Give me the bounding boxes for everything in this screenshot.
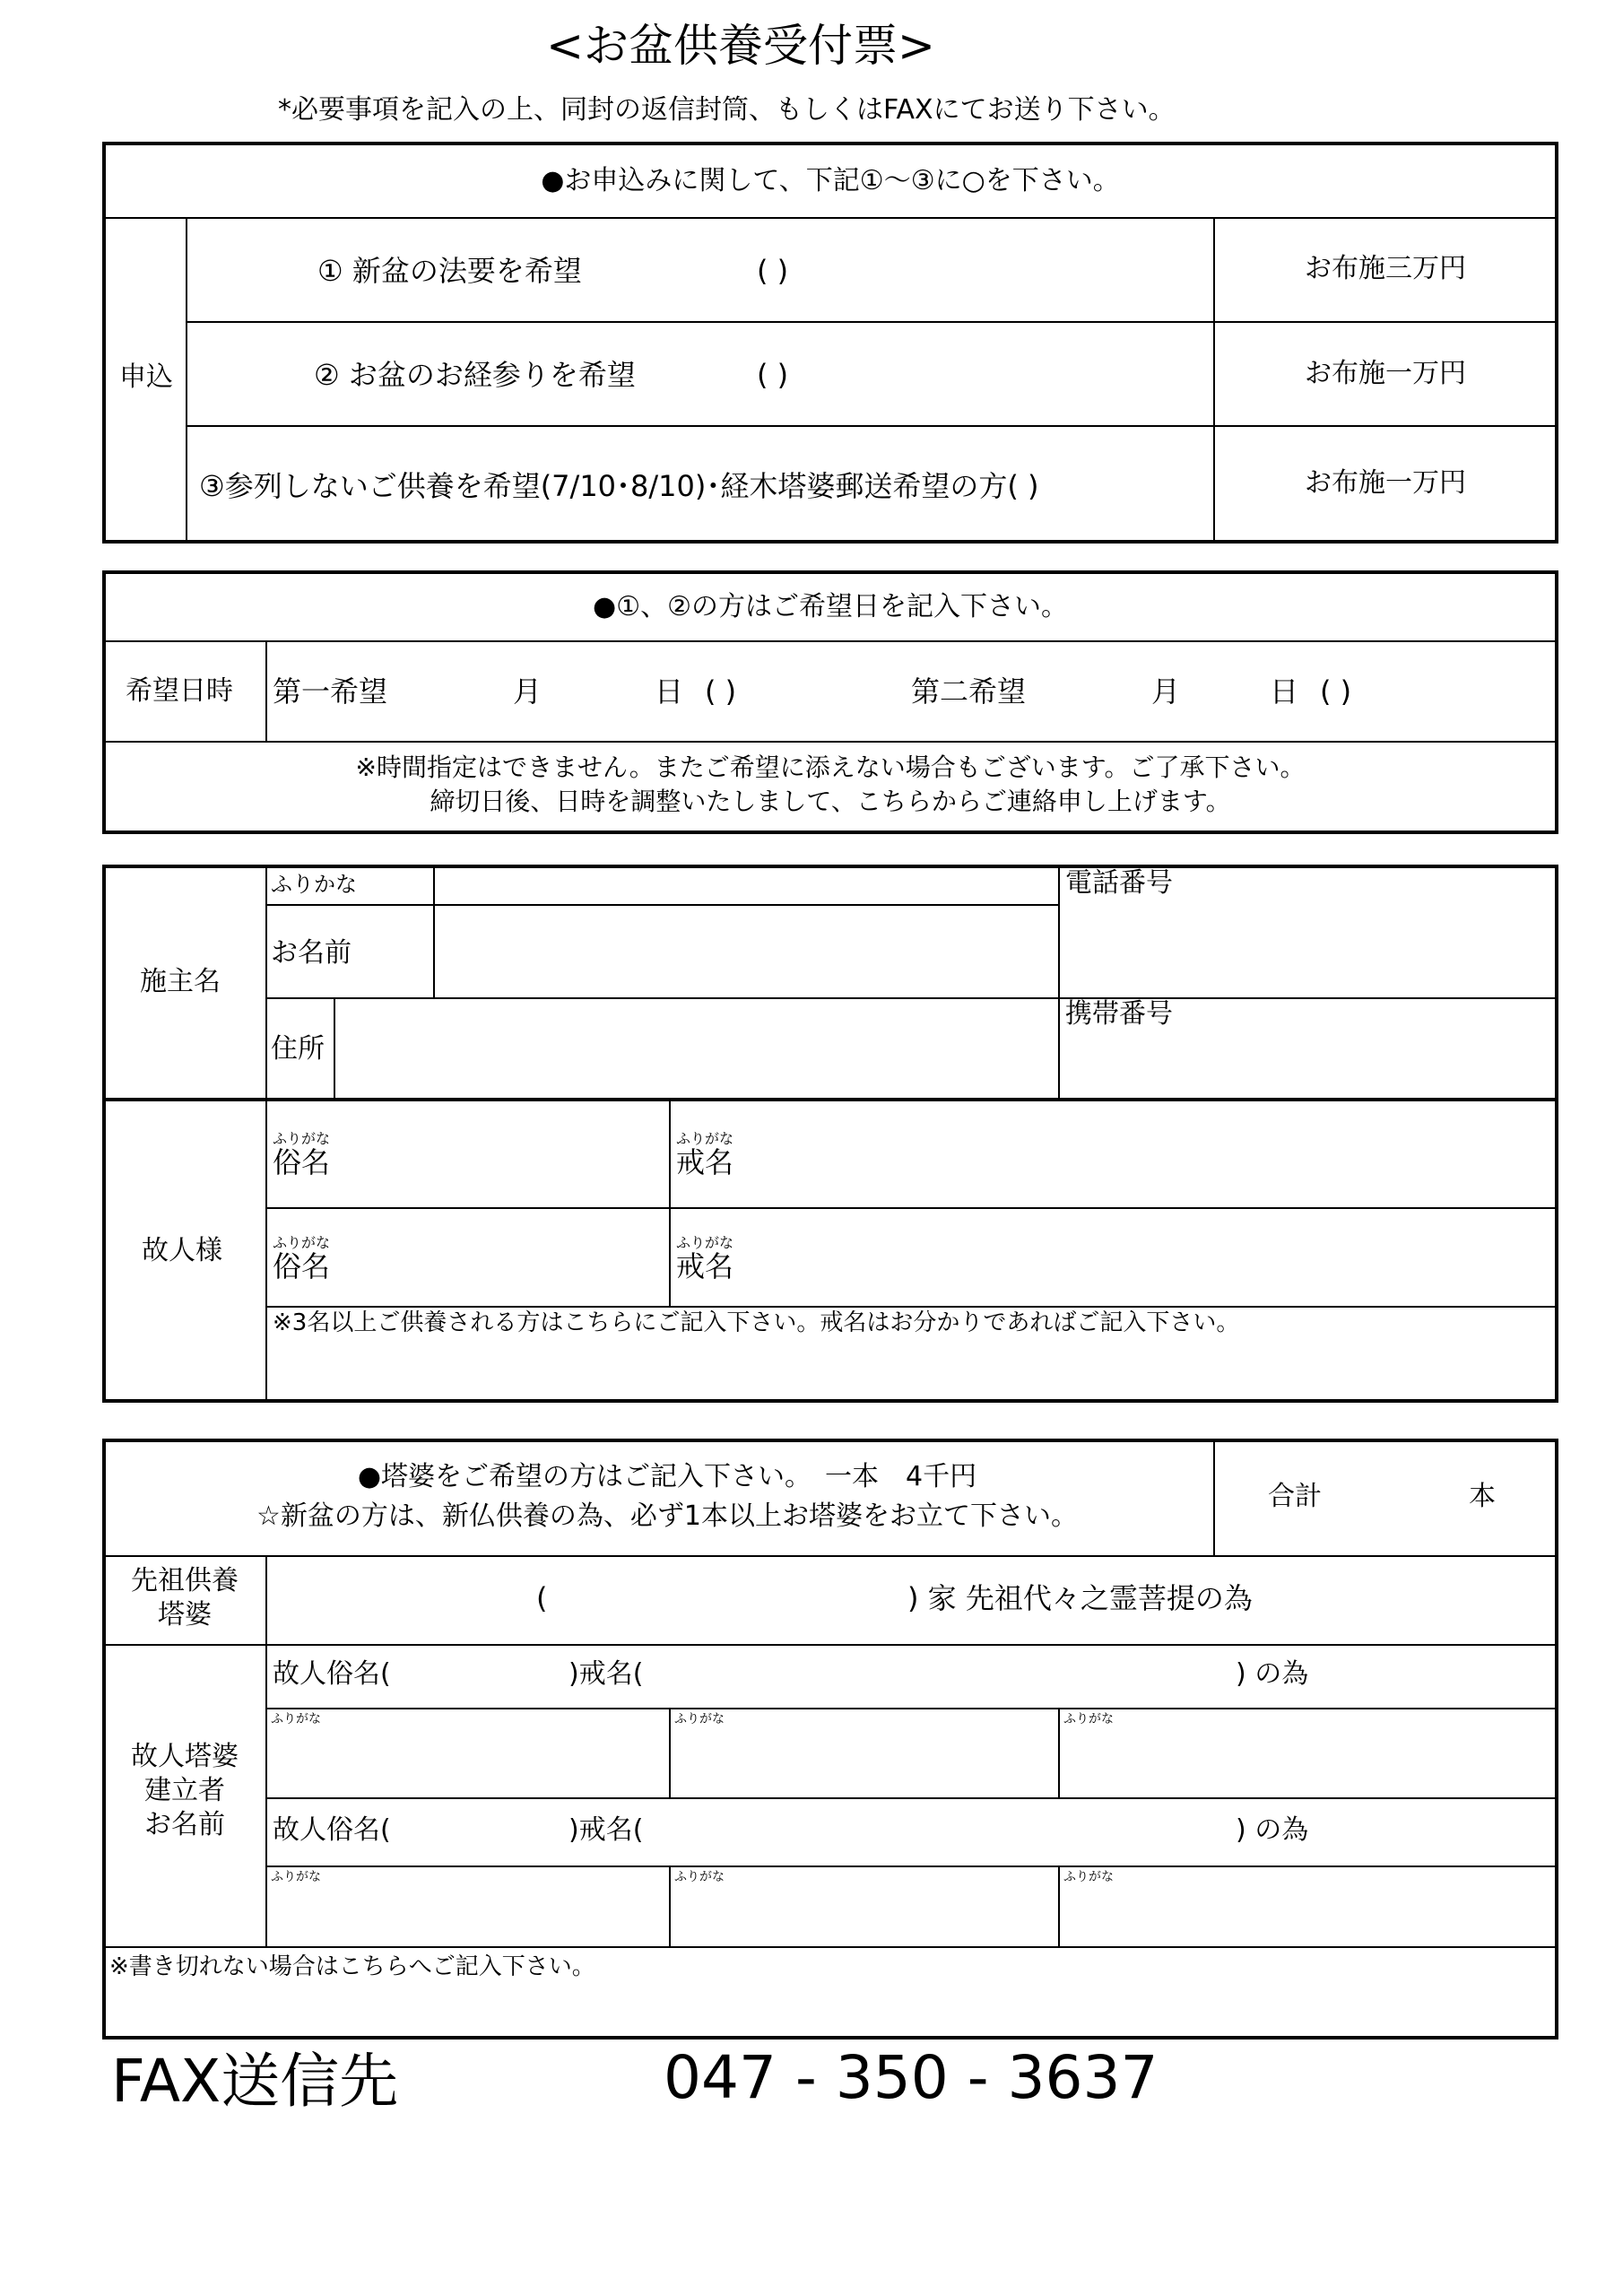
deceased-2-furigana-label: ふりがな: [273, 1234, 331, 1251]
stupa-total-label: 合計: [1268, 1481, 1322, 1512]
schedule-heading: ●①、②の方はご希望日を記入下さい。: [593, 591, 1068, 622]
divider: [265, 1556, 267, 1644]
deceased-1-secular-label: 俗名: [273, 1145, 331, 1179]
builder-1-name-field-3[interactable]: [1062, 1731, 1555, 1796]
stupa-2-precept-label: )戒名(: [568, 1814, 644, 1846]
divider: [669, 1709, 671, 1797]
deceased-1-secular-field[interactable]: [332, 1103, 665, 1205]
stupa-heading-1: ●塔婆をご希望の方はご記入下さい。 一本 4千円: [357, 1461, 977, 1492]
deceased-1-precept-label: 戒名: [676, 1145, 734, 1179]
stupa-1-secular-label: 故人俗名(: [273, 1658, 391, 1690]
deceased-1-furigana-label-2: ふりがな: [676, 1130, 734, 1147]
schedule-note-1: ※時間指定はできません。またご希望に添えない場合もございます。ご了承下さい。: [355, 752, 1306, 782]
first-choice-month[interactable]: 月: [513, 674, 542, 709]
stupa-2-furigana-b: ふりがな: [674, 1870, 725, 1884]
deceased-2-precept-label: 戒名: [676, 1249, 734, 1283]
deceased-note: ※3名以上ご供養される方はこちらにご記入下さい。戒名はお分かりであればご記入下さい。: [273, 1309, 1240, 1336]
divider: [334, 998, 335, 1098]
divider: [266, 1866, 1557, 1867]
ancestor-open-paren: (: [536, 1581, 548, 1615]
divider: [187, 425, 1557, 427]
sponsor-phone-label: 電話番号: [1065, 867, 1173, 899]
builder-label-1: 故人塔婆: [131, 1741, 239, 1772]
builder-1-name-field[interactable]: [269, 1731, 665, 1796]
divider: [187, 321, 1557, 323]
divider: [669, 1101, 671, 1306]
ancestor-text: ) 家 先祖代々之霊菩提の為: [907, 1581, 1253, 1615]
sponsor-mobile-field[interactable]: [1062, 1033, 1555, 1096]
divider: [266, 1207, 1557, 1209]
option-2-checkbox[interactable]: ( ): [757, 358, 789, 392]
deceased-2-precept-field[interactable]: [735, 1211, 1555, 1304]
divider: [104, 1098, 1557, 1101]
builder-2-name-field-2[interactable]: [673, 1887, 1056, 1944]
stupa-2-precept-field[interactable]: [664, 1808, 1228, 1858]
option-1-label: ① 新盆の法要を希望: [317, 254, 582, 288]
sponsor-furigana-label: ふりかな: [271, 872, 357, 897]
first-choice-label: 第一希望: [273, 674, 388, 709]
builder-1-name-field-2[interactable]: [673, 1731, 1056, 1796]
fax-label: FAX送信先: [111, 2047, 399, 2116]
stupa-1-furigana-b: ふりがな: [674, 1712, 725, 1726]
sponsor-name-field[interactable]: [436, 908, 1056, 996]
sponsor-mobile-label: 携帯番号: [1065, 998, 1173, 1030]
divider: [104, 640, 1557, 642]
divider: [1213, 218, 1215, 542]
application-heading: ●お申込みに関して、下記①～③に○を下さい。: [541, 165, 1120, 196]
divider: [104, 1644, 1557, 1646]
divider: [1058, 1709, 1060, 1797]
schedule-note-2: 締切日後、日時を調整いたしまして、こちらからご連絡申し上げます。: [430, 787, 1231, 816]
deceased-2-secular-field[interactable]: [332, 1211, 665, 1304]
divider: [265, 866, 267, 1401]
divider: [266, 1708, 1557, 1709]
builder-label-3: お名前: [144, 1809, 225, 1840]
stupa-1-precept-field[interactable]: [664, 1652, 1228, 1702]
deceased-1-precept-field[interactable]: [735, 1103, 1555, 1205]
divider: [1058, 1866, 1060, 1946]
stupa-2-secular-label: 故人俗名(: [273, 1814, 391, 1846]
deceased-extra-field[interactable]: [269, 1340, 1555, 1399]
sponsor-address-field[interactable]: [336, 1001, 1056, 1096]
divider: [265, 641, 267, 741]
option-1-fee: お布施三万円: [1305, 253, 1466, 284]
schedule-row-label: 希望日時: [126, 675, 233, 707]
ancestor-label-1: 先祖供養: [131, 1565, 239, 1596]
second-choice-weekday[interactable]: ( ): [1320, 674, 1352, 709]
form-title: <お盆供養受付票>: [546, 20, 935, 72]
stupa-total-field[interactable]: [1345, 1471, 1462, 1521]
fax-number[interactable]: 047 - 350 - 3637: [664, 2043, 1159, 2112]
divider: [669, 1866, 671, 1946]
first-choice-weekday[interactable]: ( ): [705, 674, 737, 709]
divider: [266, 1306, 1557, 1308]
application-row-label: 申込: [119, 361, 173, 393]
divider: [266, 904, 1058, 906]
deceased-label: 故人様: [142, 1235, 222, 1266]
divider: [104, 217, 1557, 219]
sponsor-address-label: 住所: [271, 1033, 325, 1065]
option-2-fee: お布施一万円: [1305, 358, 1466, 389]
divider: [104, 741, 1557, 743]
form-instruction: *必要事項を記入の上、同封の返信封筒、もしくはFAXにてお送り下さい。: [278, 94, 1176, 126]
divider: [104, 1946, 1557, 1948]
second-choice-label: 第二希望: [911, 674, 1027, 709]
option-1-checkbox[interactable]: ( ): [757, 254, 789, 288]
second-choice-month[interactable]: 月: [1151, 674, 1181, 709]
divider: [265, 1645, 267, 1946]
stupa-heading-2: ☆新盆の方は、新仏供養の為、必ず1本以上お塔婆をお立て下さい。: [256, 1500, 1078, 1532]
stupa-1-furigana-c: ふりがな: [1063, 1712, 1114, 1726]
sponsor-name-label: お名前: [271, 937, 352, 969]
stupa-1-for-sake: ) の為: [1236, 1658, 1309, 1690]
ancestor-family-field[interactable]: [556, 1570, 900, 1623]
second-choice-day[interactable]: 日: [1270, 674, 1299, 709]
stupa-1-secular-field[interactable]: [402, 1652, 563, 1702]
stupa-2-for-sake: ) の為: [1236, 1814, 1309, 1846]
builder-2-name-field[interactable]: [269, 1887, 665, 1944]
divider: [1058, 866, 1060, 1098]
deceased-2-furigana-label-2: ふりがな: [676, 1234, 734, 1251]
stupa-bottom-note: ※書き切れない場合はこちらへご記入下さい。: [109, 1953, 595, 1980]
divider: [104, 1555, 1557, 1557]
divider: [186, 218, 187, 542]
builder-label-2: 建立者: [144, 1775, 225, 1806]
builder-2-name-field-3[interactable]: [1062, 1887, 1555, 1944]
stupa-total-unit: 本: [1469, 1481, 1496, 1512]
divider: [266, 1797, 1557, 1799]
option-3-fee: お布施一万円: [1305, 467, 1466, 499]
option-2-label: ② お盆のお経参りを希望: [314, 358, 636, 392]
deceased-2-secular-label: 俗名: [273, 1249, 331, 1283]
stupa-extra-field[interactable]: [106, 1984, 1555, 2036]
stupa-2-furigana-c: ふりがな: [1063, 1870, 1114, 1884]
sponsor-label: 施主名: [140, 966, 221, 997]
stupa-2-secular-field[interactable]: [402, 1808, 563, 1858]
divider: [266, 997, 1557, 999]
divider: [1213, 1440, 1215, 1555]
sponsor-phone-field[interactable]: [1062, 906, 1555, 996]
divider: [433, 866, 435, 997]
sponsor-furigana-field[interactable]: [436, 868, 1056, 902]
stupa-1-precept-label: )戒名(: [568, 1658, 644, 1690]
option-3-label[interactable]: ③参列しないご供養を希望(7/10･8/10)･経木塔婆郵送希望の方( ): [199, 469, 1039, 503]
stupa-1-furigana-a: ふりがな: [271, 1712, 321, 1726]
ancestor-label-2: 塔婆: [158, 1599, 212, 1631]
deceased-1-furigana-label: ふりがな: [273, 1130, 331, 1147]
first-choice-day[interactable]: 日: [655, 674, 684, 709]
stupa-2-furigana-a: ふりがな: [271, 1870, 321, 1884]
